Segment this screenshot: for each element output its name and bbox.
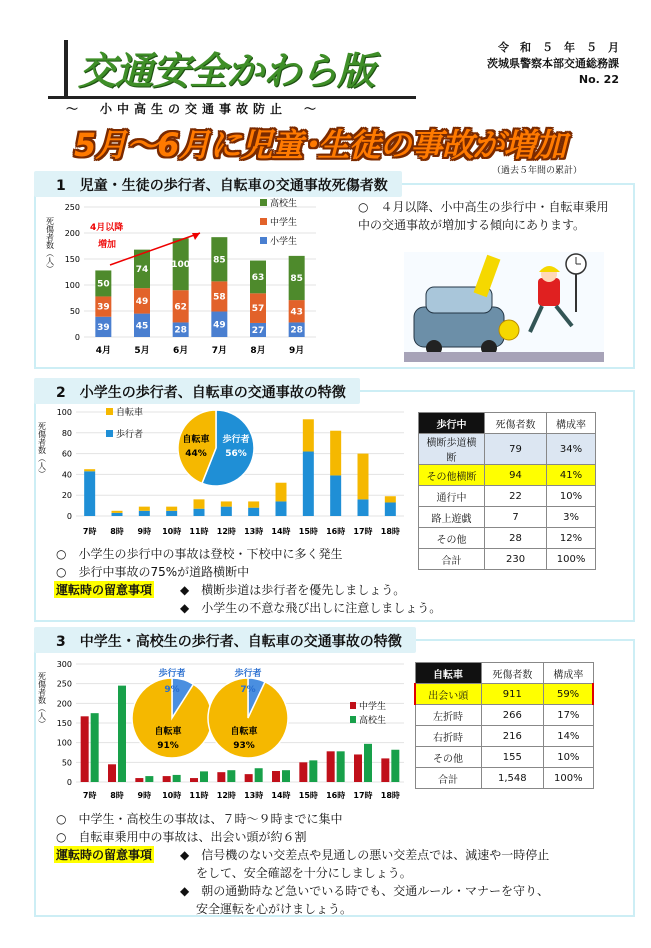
chart3-x-label: 11時 xyxy=(189,791,209,800)
issuer-name: 茨城県警察本部交通総務課 xyxy=(487,57,619,70)
chart1-annotation-2: 増加 xyxy=(98,240,117,250)
table-cell: 79 xyxy=(485,434,547,465)
chart1-data-label: 74 xyxy=(135,264,149,275)
section-2-table xyxy=(418,412,596,570)
chart3-x-label: 14時 xyxy=(271,791,291,800)
chart2-tick-label: 60 xyxy=(61,449,72,459)
table-cell: 28 xyxy=(485,528,547,549)
chart2-pie xyxy=(178,410,254,486)
table-cell: 216 xyxy=(481,726,544,747)
chart3-tick-label: 300 xyxy=(56,660,72,669)
chart3-bar xyxy=(391,750,399,782)
table-cell: 10% xyxy=(547,486,596,507)
chart2-bar xyxy=(330,475,341,516)
chart2-bar xyxy=(139,507,150,511)
section-3-caution: をして、安全確認を十分にしましょう。 xyxy=(196,866,412,880)
chart1-data-label: 28 xyxy=(174,325,187,336)
ball-icon xyxy=(499,320,519,340)
page-title: 交通安全かわら版 xyxy=(78,48,375,93)
chart2-bar xyxy=(194,509,205,516)
chart2-bar xyxy=(358,499,369,516)
chart2-bar xyxy=(303,419,314,451)
chart1-legend-label: 小学生 xyxy=(270,237,298,247)
table-cell: 合計 xyxy=(419,549,485,570)
table-row xyxy=(415,726,593,747)
chart2-bar xyxy=(303,452,314,516)
section-3-note: ○ 自転車乗用中の事故は、出会い頭が約６割 xyxy=(56,830,307,844)
chart2-x-label: 7時 xyxy=(82,527,97,536)
chart3-tick-label: 100 xyxy=(56,738,72,748)
chart3-pie2-pct: 7% xyxy=(240,685,256,695)
section-3-caution: ◆ 朝の通勤時など急いでいる時でも、交通ルール・マナーを守り、 xyxy=(180,884,549,898)
chart3-legend-label: 高校生 xyxy=(359,716,387,726)
chart2-tick-label: 20 xyxy=(61,491,72,501)
crossing-illustration xyxy=(404,252,604,362)
chart3-tick-label: 50 xyxy=(61,758,72,768)
section-3-chart xyxy=(36,652,408,804)
issue-date: 令 和 ５ 年 ５ 月 xyxy=(498,41,619,54)
chart2-bar xyxy=(221,501,232,506)
chart2-bar xyxy=(276,501,287,516)
chart3-bar xyxy=(381,758,389,782)
table-cell: 左折時 xyxy=(415,705,481,726)
section-3-caution: ◆ 信号機のない交差点や見通しの悪い交差点では、減速や一時停止 xyxy=(180,848,550,862)
table-cell: 横断歩道横断 xyxy=(419,434,485,465)
chart3-x-label: 7時 xyxy=(82,791,97,800)
chart3-pie-high xyxy=(208,667,288,758)
chart1-tick-label: 0 xyxy=(74,333,80,342)
chart3-bar xyxy=(364,744,372,782)
section-3-caution: 安全運転を心がけましょう。 xyxy=(196,902,353,916)
chart2-bar xyxy=(194,499,205,508)
chart2-bar xyxy=(139,511,150,516)
table2-header-cell: 死傷者数 xyxy=(485,413,547,434)
table-cell: 1,548 xyxy=(481,768,544,789)
chart3-x-label: 18時 xyxy=(380,791,400,800)
chart2-bar xyxy=(385,496,396,502)
chart1-arrow-head xyxy=(192,233,200,240)
chart1-tick-label: 250 xyxy=(64,203,80,212)
section-2-title: 2 小学生の歩行者、自転車の交通事故の特徴 xyxy=(34,378,360,404)
section-1-description: ○ ４月以降、小中高生の歩行中・自転車乗用中の交通事故が増加する傾向にあります。 xyxy=(358,200,609,232)
table-row xyxy=(419,486,596,507)
chart3-bar xyxy=(217,772,225,782)
chart3-legend-label: 中学生 xyxy=(359,702,387,712)
chart3-x-label: 10時 xyxy=(162,791,182,800)
chart3-pie2-pct: 93% xyxy=(233,741,255,751)
chart1-x-label: 4月 xyxy=(95,346,111,356)
table3-header-cell: 死傷者数 xyxy=(481,663,544,684)
chart3-legend-swatch xyxy=(350,702,356,709)
chart1-legend-label: 中学生 xyxy=(270,218,298,228)
chart3-bar xyxy=(245,774,253,782)
chart2-pie-pct: 44% xyxy=(185,449,207,459)
table-row xyxy=(415,747,593,768)
chart1-data-label: 100 xyxy=(171,260,191,271)
chart2-x-label: 14時 xyxy=(271,527,291,536)
chart2-legend-label: 歩行者 xyxy=(116,430,144,440)
table2-header-cell: 構成率 xyxy=(547,413,596,434)
chart3-pie1-label: 自転車 xyxy=(154,727,182,737)
chart3-bar xyxy=(163,776,171,782)
table-cell: 路上遊戯 xyxy=(419,507,485,528)
chart2-bar xyxy=(112,511,123,513)
table-cell: 100% xyxy=(544,768,593,789)
table-cell: 94 xyxy=(485,465,547,486)
chart1-x-label: 5月 xyxy=(134,346,150,356)
chart3-tick-label: 0 xyxy=(66,778,72,787)
chart3-ylabel: 死傷者数（人） xyxy=(37,672,47,728)
chart2-x-label: 13時 xyxy=(244,527,264,536)
chart1-data-label: 85 xyxy=(290,273,303,284)
chart2-bar xyxy=(385,502,396,516)
chart3-x-label: 9時 xyxy=(137,791,152,800)
chart1-legend-label: 高校生 xyxy=(270,199,298,209)
chart1-data-label: 58 xyxy=(213,292,226,303)
chart3-tick-label: 150 xyxy=(56,719,72,728)
child-icon xyxy=(538,278,560,306)
chart3-x-label: 12時 xyxy=(216,791,236,800)
table-cell: 230 xyxy=(485,549,547,570)
table-cell: 7 xyxy=(485,507,547,528)
chart2-bar xyxy=(358,454,369,500)
table3-header-cell: 自転車 xyxy=(415,663,481,684)
chart2-pie-pct: 56% xyxy=(225,449,247,459)
chart2-x-label: 15時 xyxy=(298,527,318,536)
chart2-x-label: 16時 xyxy=(326,527,346,536)
chart3-bar xyxy=(135,778,143,782)
chart2-x-label: 18時 xyxy=(380,527,400,536)
chart2-legend-label: 自転車 xyxy=(116,408,144,418)
table-cell: 12% xyxy=(547,528,596,549)
chart3-bar xyxy=(272,771,280,782)
chart3-pie1-pct: 9% xyxy=(164,685,180,695)
chart1-data-label: 39 xyxy=(97,302,110,313)
chart1-tick-label: 200 xyxy=(64,229,80,238)
chart1-tick-label: 50 xyxy=(69,307,80,316)
chart3-bar xyxy=(108,764,116,782)
chart3-pie-junior xyxy=(132,667,212,758)
chart2-legend-swatch xyxy=(106,430,113,437)
chart2-bar xyxy=(166,507,177,511)
chart2-bar xyxy=(248,508,259,516)
chart3-bar xyxy=(173,775,181,782)
section-3-caution-label: 運転時の留意事項 xyxy=(56,848,153,862)
chart2-ylabel: 死傷者数（人） xyxy=(37,422,47,478)
chart3-x-label: 17時 xyxy=(353,791,373,800)
chart3-bar xyxy=(91,713,99,782)
chart2-bar xyxy=(112,513,123,516)
chart1-x-label: 6月 xyxy=(173,346,189,356)
chart2-tick-label: 40 xyxy=(61,470,72,480)
issuer-block xyxy=(487,40,619,88)
chart2-bar xyxy=(84,471,95,516)
table3-header-cell: 構成率 xyxy=(544,663,593,684)
table-cell: その他 xyxy=(415,747,481,768)
chart2-bar xyxy=(276,483,287,502)
chart1-data-label: 49 xyxy=(213,320,226,331)
table-cell: 10% xyxy=(544,747,593,768)
chart3-bar xyxy=(118,686,126,782)
chart2-legend-swatch xyxy=(106,408,113,415)
table-row xyxy=(419,507,596,528)
chart2-bar xyxy=(330,431,341,476)
table-row xyxy=(419,549,596,570)
chart3-pie2-label: 歩行者 xyxy=(234,669,262,679)
headline-note: （過去５年間の累計） xyxy=(492,166,583,176)
chart3-bar xyxy=(190,778,198,782)
table-cell: 155 xyxy=(481,747,544,768)
chart2-bar xyxy=(84,469,95,471)
table-cell: 266 xyxy=(481,705,544,726)
chart2-bar xyxy=(166,511,177,516)
table-cell: 3% xyxy=(547,507,596,528)
chart3-bar xyxy=(227,770,235,782)
chart3-bar xyxy=(309,760,317,782)
section-1-title: 1 児童・生徒の歩行者、自転車の交通事故死傷者数 xyxy=(34,171,402,197)
table-row xyxy=(419,528,596,549)
chart1-tick-label: 150 xyxy=(64,255,80,264)
chart1-x-label: 9月 xyxy=(289,346,305,356)
chart3-bar xyxy=(145,776,153,782)
chart1-data-label: 45 xyxy=(135,321,149,332)
chart2-tick-label: 100 xyxy=(56,408,72,417)
chart2-x-label: 8時 xyxy=(110,527,124,536)
section-3-note: ○ 中学生・高校生の事故は、７時～９時までに集中 xyxy=(56,812,343,826)
chart3-x-label: 8時 xyxy=(110,791,124,800)
chart2-bar xyxy=(221,507,232,516)
chart2-bar xyxy=(248,501,259,507)
table-row xyxy=(419,465,596,486)
chart2-x-label: 10時 xyxy=(162,527,182,536)
headline: 5月～6月に児童･生徒の事故が増加 xyxy=(74,126,566,164)
chart3-bar xyxy=(299,762,307,782)
chart2-x-label: 9時 xyxy=(137,527,152,536)
title-underline xyxy=(48,96,416,99)
chart2-pie-label: 自転車 xyxy=(182,435,210,445)
table-cell: 100% xyxy=(547,549,596,570)
table-cell: 41% xyxy=(547,465,596,486)
chart3-bar xyxy=(354,754,362,782)
table-cell: 59% xyxy=(544,684,593,705)
chart1-legend-swatch xyxy=(260,237,267,244)
section-2-note: ○ 歩行中事故の75%が道路横断中 xyxy=(56,565,250,579)
section-3-title: 3 中学生・高校生の歩行者、自転車の交通事故の特徴 xyxy=(34,627,416,653)
chart3-bar xyxy=(255,768,263,782)
chart1-data-label: 43 xyxy=(290,307,303,318)
chart2-x-label: 11時 xyxy=(189,527,209,536)
chart3-x-label: 16時 xyxy=(326,791,346,800)
table-cell: 右折時 xyxy=(415,726,481,747)
chart1-annotation-1: 4月以降 xyxy=(90,223,124,233)
chart1-data-label: 85 xyxy=(213,255,226,266)
chart1-data-label: 28 xyxy=(290,325,303,336)
issue-number: No. 22 xyxy=(578,73,619,86)
chart1-data-label: 39 xyxy=(97,322,110,333)
section-2-caution: ◆ 小学生の不意な飛び出しに注意しましょう。 xyxy=(180,601,442,615)
table2-header-cell: 歩行中 xyxy=(419,413,485,434)
chart3-pie2-label: 自転車 xyxy=(230,727,258,737)
chart3-pie1-label: 歩行者 xyxy=(158,669,186,679)
chart2-tick-label: 80 xyxy=(61,428,72,438)
chart1-legend-swatch xyxy=(260,199,267,206)
title-accent-bar xyxy=(64,40,68,96)
table-row xyxy=(419,434,596,465)
chart1-tick-label: 100 xyxy=(64,281,80,290)
chart3-legend-swatch xyxy=(350,716,356,723)
chart2-tick-label: 0 xyxy=(66,512,72,521)
table-cell: 合計 xyxy=(415,768,481,789)
chart1-ylabel: 死傷者数（人） xyxy=(45,217,55,273)
table-cell: その他横断 xyxy=(419,465,485,486)
chart1-data-label: 63 xyxy=(251,272,265,283)
chart2-x-label: 17時 xyxy=(353,527,373,536)
chart3-tick-label: 200 xyxy=(56,699,72,709)
table-row xyxy=(415,768,593,789)
section-2-note: ○ 小学生の歩行中の事故は登校・下校中に多く発生 xyxy=(56,547,343,561)
chart1-legend-swatch xyxy=(260,218,267,225)
table-cell: 22 xyxy=(485,486,547,507)
chart1-data-label: 57 xyxy=(251,304,265,315)
chart1-data-label: 49 xyxy=(135,296,149,307)
chart1-x-label: 7月 xyxy=(211,346,227,356)
section-3-table xyxy=(414,662,594,789)
chart2-pie-label: 歩行者 xyxy=(222,435,250,445)
chart3-bar xyxy=(200,771,208,782)
chart3-bar xyxy=(282,770,290,782)
table-cell: 17% xyxy=(544,705,593,726)
chart3-pie1-pct: 91% xyxy=(157,741,179,751)
section-2-caution: ◆ 横断歩道は歩行者を優先しましょう。 xyxy=(180,583,406,597)
table-cell: 14% xyxy=(544,726,593,747)
table-cell: その他 xyxy=(419,528,485,549)
table-cell: 出会い頭 xyxy=(415,684,481,705)
section-1-chart xyxy=(40,195,340,365)
chart3-x-label: 13時 xyxy=(244,791,264,800)
chart1-data-label: 50 xyxy=(97,279,110,290)
table-row xyxy=(415,705,593,726)
chart1-x-label: 8月 xyxy=(250,346,266,356)
chart2-x-label: 12時 xyxy=(216,527,236,536)
chart1-data-label: 62 xyxy=(174,302,187,313)
table-cell: 通行中 xyxy=(419,486,485,507)
page-subtitle: ～ 小中高生の交通事故防止 ～ xyxy=(66,102,322,116)
chart3-bar xyxy=(81,716,89,782)
section-2-chart xyxy=(36,402,408,540)
chart3-tick-label: 250 xyxy=(56,679,72,689)
section-2-caution-label: 運転時の留意事項 xyxy=(56,583,153,597)
chart1-data-label: 27 xyxy=(251,325,265,336)
chart3-x-label: 15時 xyxy=(298,791,318,800)
table-cell: 34% xyxy=(547,434,596,465)
table-row xyxy=(415,684,593,705)
table-cell: 911 xyxy=(481,684,544,705)
chart3-bar xyxy=(327,751,335,782)
chart3-bar xyxy=(337,751,345,782)
